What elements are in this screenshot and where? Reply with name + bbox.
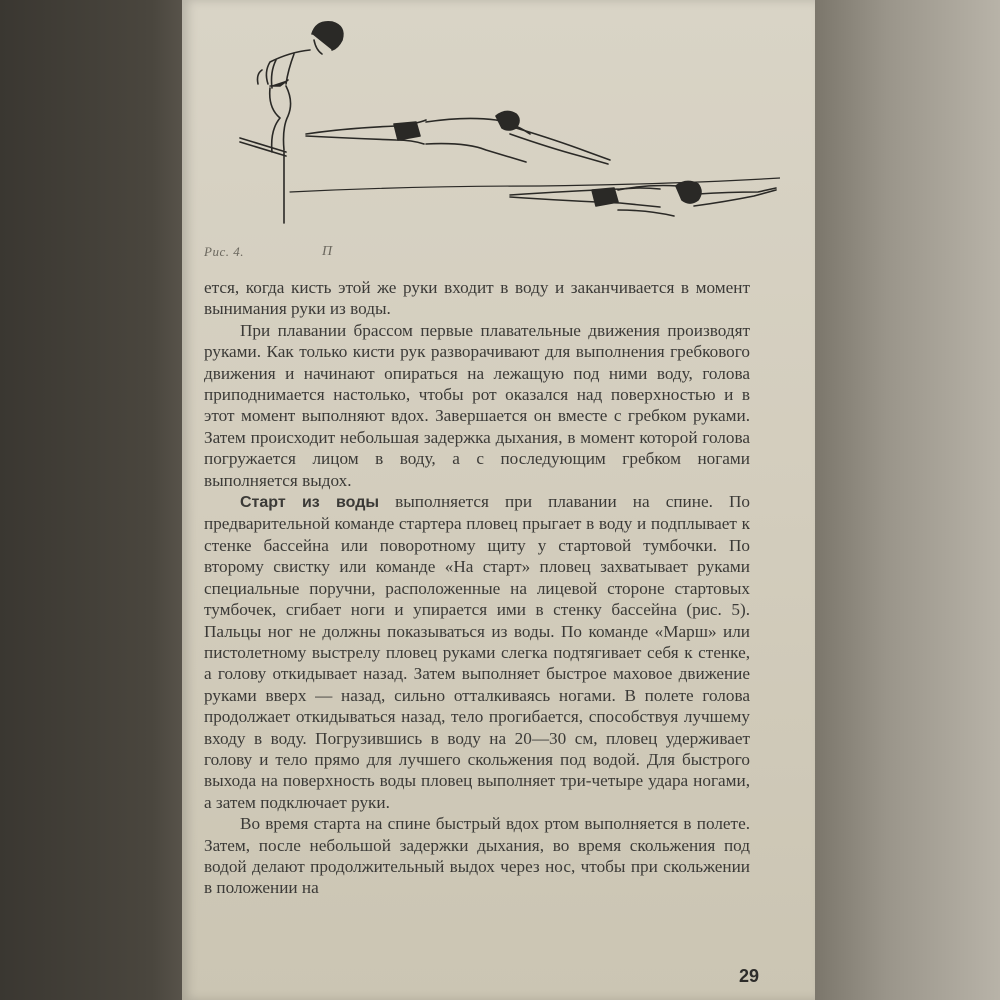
swimmer-flying-figure [306, 111, 610, 164]
background-left [0, 0, 190, 1000]
swimmer-standing-figure [258, 22, 343, 152]
paragraph-3-lead: Старт из воды [240, 494, 380, 512]
caption-label: Рис. 4. [204, 244, 244, 259]
paragraph-4: Во время старта на спине быстрый вдох ртом выполняется в полете. Затем, после небольшой задержки дыхания, во время скольжения под водой делают продолжительный выдох через нос, чтобы при скольжении в положении на [204, 814, 750, 898]
book-page [182, 0, 815, 1000]
starting-block [240, 138, 286, 223]
paragraph-2: При плавании брассом первые плавательные движения производят руками. Как только кисти рук разворачивают для выполнения гребкового движения и начинают опираться на лежащую под ними воду, голова приподнимается настолько, чтобы рот оказался над поверхностью и в этот момент выполняют вдох. Завершается он вместе с гребком руками. Затем происходит небольшая задержка дыхания, в момент которой голова погружается лицом в воду, а с последующим гребком ногами выполняется выдох. [204, 320, 750, 490]
background-right [812, 0, 1000, 1000]
swimming-start-illustration [200, 10, 780, 240]
paragraph-3-text: выполняется при плавании на спине. По предварительной команде стартера пловец прыгает в воду и подплывает к стенке бассейна или поворотному щиту у стартовой тумбочки. По второму свистку или команде «На старт» пловец захватывает руками специальные поручни, расположенные на лицевой стороне стартовых тумбочек, сгибает ноги и упирается ими в стенку бассейна (рис. 5). Пальцы ног не должны показываться из воды. По команде «Марш» или пистолетному выстрелу пловец руками слегка подтягивает себя к стенке, а голову откидывает назад. Затем выполняет быстрое маховое движение руками вверх — назад, сильно отталкиваясь ногами. В полете голова продолжает откидываться назад, тело прогибается, способствуя лучшему входу в воду. Погрузившись в воду на 20—30 см, пловец удерживает голову и тело прямо для лучшего скольжения под водой. Для быстрого выхода на поверхность воды пловец выполняет три-четыре удара ногами, а затем подключает руки. [204, 492, 750, 812]
page-number: 29 [738, 966, 759, 986]
paragraph-1: ется, когда кисть этой же руки входит в воду и заканчивается в момент вынимания руки из воды. [204, 278, 750, 319]
body-text [204, 277, 750, 899]
water-surface [290, 178, 780, 192]
paragraph-3 [204, 491, 750, 813]
caption-letter: П [322, 244, 333, 259]
swimmer-entering-water-figure [510, 181, 776, 216]
figure-caption [204, 244, 333, 260]
